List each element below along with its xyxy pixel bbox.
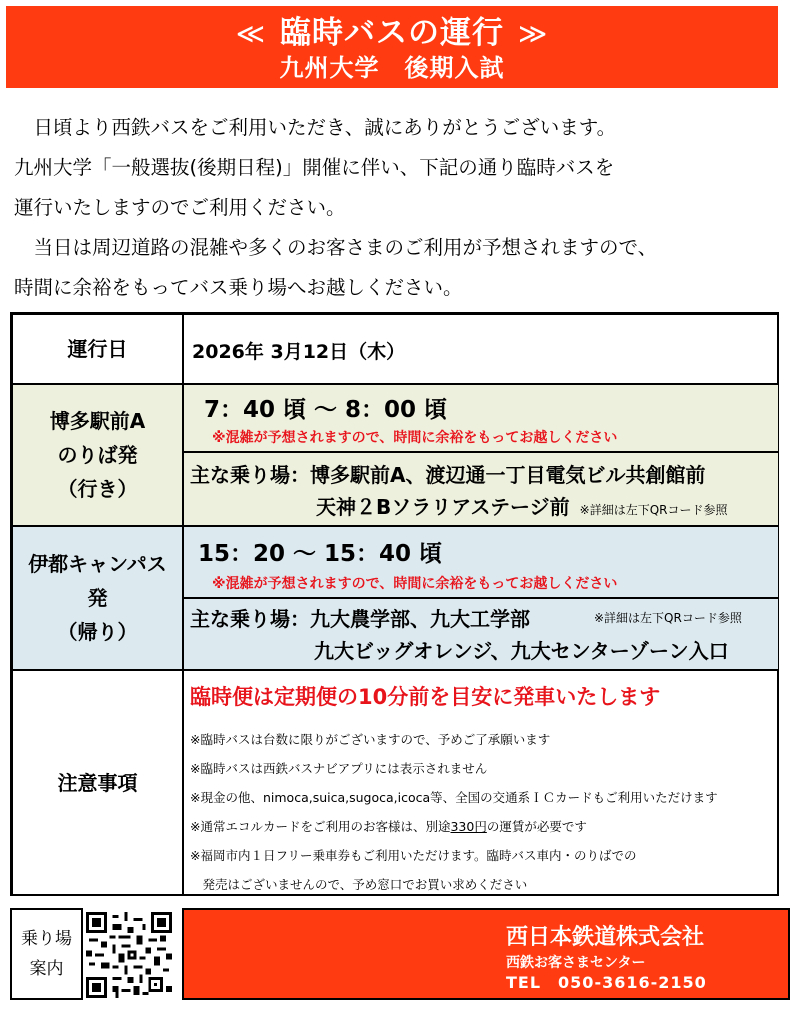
outbound-stops-text: 天神２Bソラリアステージ前 (316, 495, 570, 519)
intro-line: 運行いたしますのでご利用ください。 (14, 196, 346, 219)
notice-headline: 臨時便は定期便の10分前を目安に発車いたします (190, 685, 661, 709)
date-value-cell (183, 314, 779, 384)
company-footer (182, 908, 790, 1000)
outbound-stops-cell (183, 452, 779, 526)
inbound-stops-cell (183, 598, 779, 670)
page-title (6, 14, 778, 53)
notice-item: ※福岡市内１日フリー乗車券もご利用いただけます。臨時バス車内・のりばでの (190, 848, 637, 863)
inbound-stops-line: 九大ビッグオレンジ、九大センターゾーン入口 (314, 639, 729, 663)
notice-item: 発売はございませんので、予め窓口でお買い求めください (190, 877, 528, 892)
company-name: 西日本鉄道株式会社 (506, 925, 705, 950)
inbound-stops-line (190, 603, 530, 632)
inbound-warning: ※混雑が予想されますので、時間に余裕をもってお越しください (212, 576, 618, 592)
notice-content-cell (183, 670, 779, 896)
date-label: 運行日 (67, 337, 128, 361)
inbound-label-line: 発 (87, 586, 108, 610)
outbound-label-cell (12, 384, 183, 526)
intro-line: 日頃より西鉄バスをご利用いただき、誠にありがとうございます。 (14, 116, 617, 139)
qr-code-icon[interactable] (86, 912, 172, 998)
notice-label-cell (12, 670, 183, 896)
inbound-time: 15：20 ～ 15：40 頃 (198, 541, 443, 567)
title-deco-left: ≪ (235, 17, 266, 50)
boarding-guide-label (10, 908, 83, 1000)
outbound-time: 7：40 頃 ～ 8：00 頃 (204, 397, 448, 423)
intro-line: 当日は周辺道路の混雑や多くのお客さまのご利用が予想されますので、 (14, 236, 658, 259)
header-banner (6, 6, 778, 88)
outbound-warning: ※混雑が予想されますので、時間に余裕をもってお越しください (212, 430, 618, 446)
boarding-guide-line: 乗り場 (21, 929, 72, 949)
notice-item-text: ※通常エコルカードをご利用のお客様は、別途 (190, 819, 451, 834)
intro-text (14, 108, 784, 308)
outbound-time-cell (183, 384, 779, 452)
title-text: 臨時バスの運行 (280, 15, 504, 51)
inbound-label-line: （帰り） (57, 620, 138, 644)
title-deco-right: ≫ (518, 17, 549, 50)
outbound-label-line: 博多駅前A (49, 409, 146, 433)
inbound-stops-text: 主な乗り場：九大農学部、九大工学部 (190, 607, 530, 631)
intro-line: 九州大学「一般選抜(後期日程)」開催に伴い、下記の通り臨時バスを (14, 156, 615, 179)
notice-item (190, 812, 718, 841)
phone-number[interactable]: TEL 050-3616-2150 (506, 973, 707, 992)
date-label-cell (12, 314, 183, 384)
inbound-label-cell (12, 526, 183, 670)
schedule-table (10, 312, 779, 896)
inbound-stops-note: ※詳細は左下QRコード参照 (594, 611, 742, 625)
boarding-guide-line: 案内 (29, 959, 64, 979)
notice-label: 注意事項 (57, 771, 138, 795)
inbound-time-cell (183, 526, 779, 598)
outbound-label-line: （行き） (57, 477, 138, 501)
date-value: 2026年 3月12日（木） (192, 341, 406, 363)
outbound-stops-note: ※詳細は左下QRコード参照 (579, 503, 728, 517)
customer-center: 西鉄お客さまセンター (506, 955, 646, 971)
outbound-stops-line: 主な乗り場：博多駅前A、渡辺通一丁目電気ビル共創館前 (190, 463, 706, 487)
page-subtitle: 九州大学 後期入試 (279, 54, 505, 82)
notice-item: ※臨時バスは西鉄バスナビアプリには表示されません (190, 761, 488, 776)
fare-amount: 330円 (450, 819, 487, 834)
outbound-stops-line (316, 491, 728, 520)
intro-line: 時間に余裕をもってバス乗り場へお越しください。 (14, 276, 463, 299)
inbound-label-line: 伊都キャンパス (28, 552, 167, 576)
notice-item: ※臨時バスは台数に限りがございますので、予めご了承願います (190, 732, 551, 747)
notice-list (190, 725, 718, 899)
notice-item: ※現金の他、nimoca,suica,sugoca,icoca等、全国の交通系ＩＣカードもご利用いただけます (190, 790, 718, 805)
notice-item-text: の運賃が必要です (486, 819, 587, 834)
outbound-label-line: のりば発 (57, 443, 138, 467)
